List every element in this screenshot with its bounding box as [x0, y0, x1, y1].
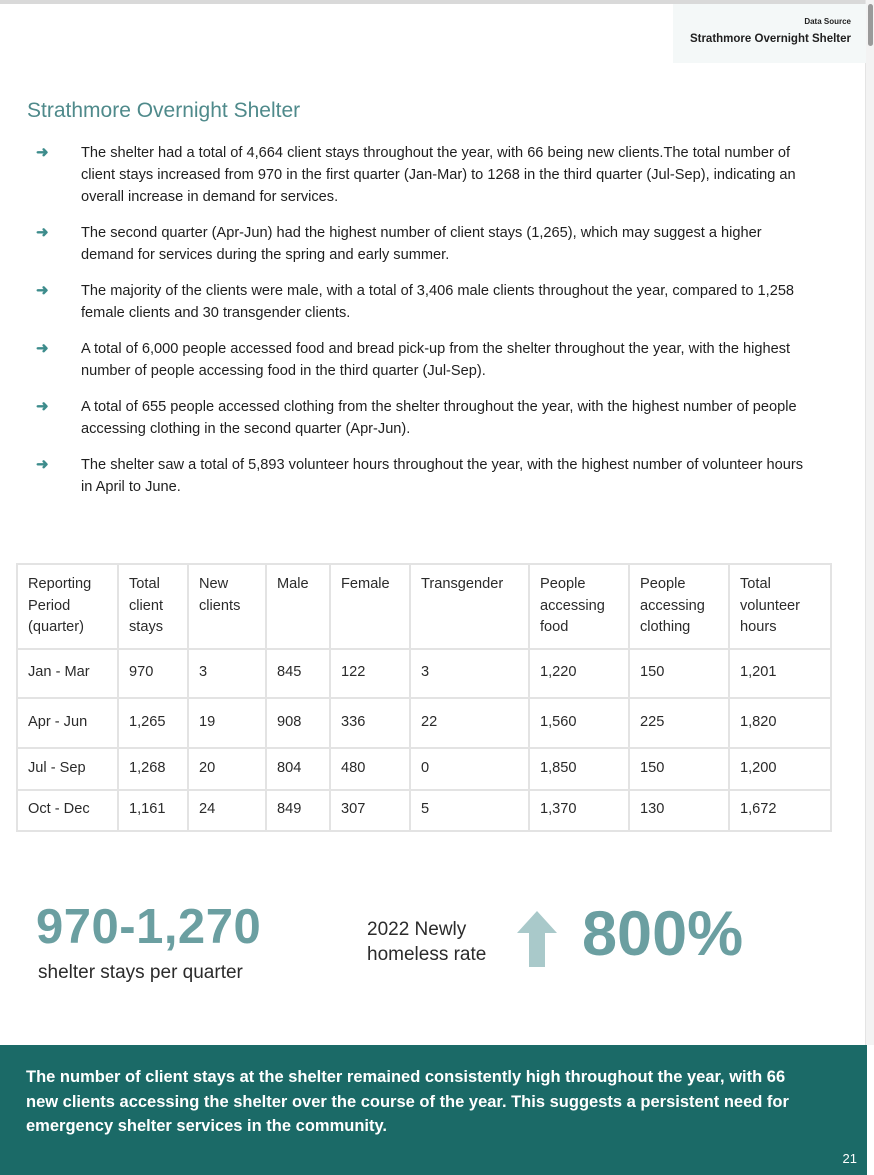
scrollbar-track[interactable] — [865, 0, 874, 1045]
table-cell: 20 — [188, 748, 266, 790]
table-cell: Oct - Dec — [17, 790, 118, 831]
quarterly-stats-table — [16, 563, 832, 832]
data-source-box — [673, 4, 866, 63]
table-cell: 1,200 — [729, 748, 831, 790]
column-header: Total client stays — [118, 564, 188, 649]
list-item — [36, 454, 806, 498]
table-cell: 19 — [188, 698, 266, 748]
table-cell: 1,265 — [118, 698, 188, 748]
table-cell: 225 — [629, 698, 729, 748]
table-row — [17, 698, 831, 748]
list-item — [36, 280, 806, 324]
column-header: New clients — [188, 564, 266, 649]
list-item-text: The shelter saw a total of 5,893 volunteer hours throughout the year, with the highest number of volunteer hours in April to June. — [81, 457, 804, 495]
table-cell: 908 — [266, 698, 330, 748]
table-cell: 849 — [266, 790, 330, 831]
list-item-text: The second quarter (Apr-Jun) had the highest number of client stays (1,265), which may suggest a higher demand for services during the spring and early summer. — [81, 225, 762, 263]
column-header: Female — [330, 564, 410, 649]
list-item-text: A total of 655 people accessed clothing from the shelter throughout the year, with the highest number of people accessing clothing in the second quarter (Apr-Jun). — [81, 399, 797, 437]
table-cell: 130 — [629, 790, 729, 831]
column-header: People accessing food — [529, 564, 629, 649]
right-arrow-icon: ➜ — [36, 456, 49, 473]
data-source-value: Strathmore Overnight Shelter — [689, 33, 851, 45]
table-cell: 1,201 — [729, 649, 831, 698]
column-header: Transgender — [410, 564, 529, 649]
right-arrow-icon: ➜ — [36, 224, 49, 241]
table-cell: Jan - Mar — [17, 649, 118, 698]
up-arrow-icon — [517, 911, 557, 967]
table-cell: 1,672 — [729, 790, 831, 831]
table-cell: 150 — [629, 649, 729, 698]
data-source-label: Data Source — [804, 17, 851, 26]
table-cell: 24 — [188, 790, 266, 831]
right-arrow-icon: ➜ — [36, 398, 49, 415]
table-cell: 1,560 — [529, 698, 629, 748]
summary-text: The number of client stays at the shelter remained consistently high throughout the year, with 66 new clients accessing the shelter over the course of the year. This suggests a persistent need for emergency shelter services in the community. — [26, 1068, 789, 1135]
table-cell: 1,161 — [118, 790, 188, 831]
table-row — [17, 748, 831, 790]
homeless-rate-value: 800% — [582, 899, 744, 969]
table-cell: Jul - Sep — [17, 748, 118, 790]
table-cell: 336 — [330, 698, 410, 748]
page-title: Strathmore Overnight Shelter — [27, 99, 301, 122]
table-cell: 3 — [410, 649, 529, 698]
table-header-row — [17, 564, 831, 649]
stays-range-caption: shelter stays per quarter — [38, 962, 243, 983]
table-cell: 970 — [118, 649, 188, 698]
table-row — [17, 649, 831, 698]
list-item-text: A total of 6,000 people accessed food and bread pick-up from the shelter throughout the year, with the highest number of people accessing food in the third quarter (Jul-Sep). — [81, 341, 791, 379]
column-header: Total volunteer hours — [729, 564, 831, 649]
table-cell: 480 — [330, 748, 410, 790]
table-cell: Apr - Jun — [17, 698, 118, 748]
right-arrow-icon: ➜ — [36, 340, 49, 357]
stays-range-stat: 970-1,270 — [36, 900, 262, 954]
scrollbar-thumb[interactable] — [868, 4, 873, 46]
homeless-rate-label-line1: 2022 Newly — [367, 919, 467, 940]
findings-list — [36, 142, 806, 498]
table-cell: 1,220 — [529, 649, 629, 698]
table-cell: 804 — [266, 748, 330, 790]
table-cell: 5 — [410, 790, 529, 831]
list-item-text: The majority of the clients were male, with a total of 3,406 male clients throughout the year, compared to 1,258 female clients and 30 transgender clients. — [81, 283, 795, 321]
table-cell: 1,850 — [529, 748, 629, 790]
list-item — [36, 338, 806, 382]
table-cell: 150 — [629, 748, 729, 790]
column-header: Reporting Period (quarter) — [17, 564, 118, 649]
summary-banner — [0, 1045, 867, 1175]
table-cell: 1,820 — [729, 698, 831, 748]
table-cell: 1,370 — [529, 790, 629, 831]
list-item — [36, 396, 806, 440]
table-cell: 845 — [266, 649, 330, 698]
table-cell: 22 — [410, 698, 529, 748]
table-row — [17, 790, 831, 831]
table-cell: 0 — [410, 748, 529, 790]
right-arrow-icon: ➜ — [36, 282, 49, 299]
page-number: 21 — [842, 1151, 857, 1166]
table-cell: 307 — [330, 790, 410, 831]
list-item — [36, 142, 806, 208]
table-cell: 3 — [188, 649, 266, 698]
homeless-rate-label — [367, 917, 486, 967]
homeless-rate-label-line2: homeless rate — [367, 944, 487, 965]
table-cell: 1,268 — [118, 748, 188, 790]
table-cell: 122 — [330, 649, 410, 698]
right-arrow-icon: ➜ — [36, 144, 49, 161]
list-item-text: The shelter had a total of 4,664 client stays throughout the year, with 66 being new clients.The total number of client stays increased from 970 in the first quarter (Jan-Mar) to 1268 in the third quarter (Jul-Sep), indicating an overall increase in demand for services. — [81, 145, 796, 205]
list-item — [36, 222, 806, 266]
column-header: People accessing clothing — [629, 564, 729, 649]
column-header: Male — [266, 564, 330, 649]
